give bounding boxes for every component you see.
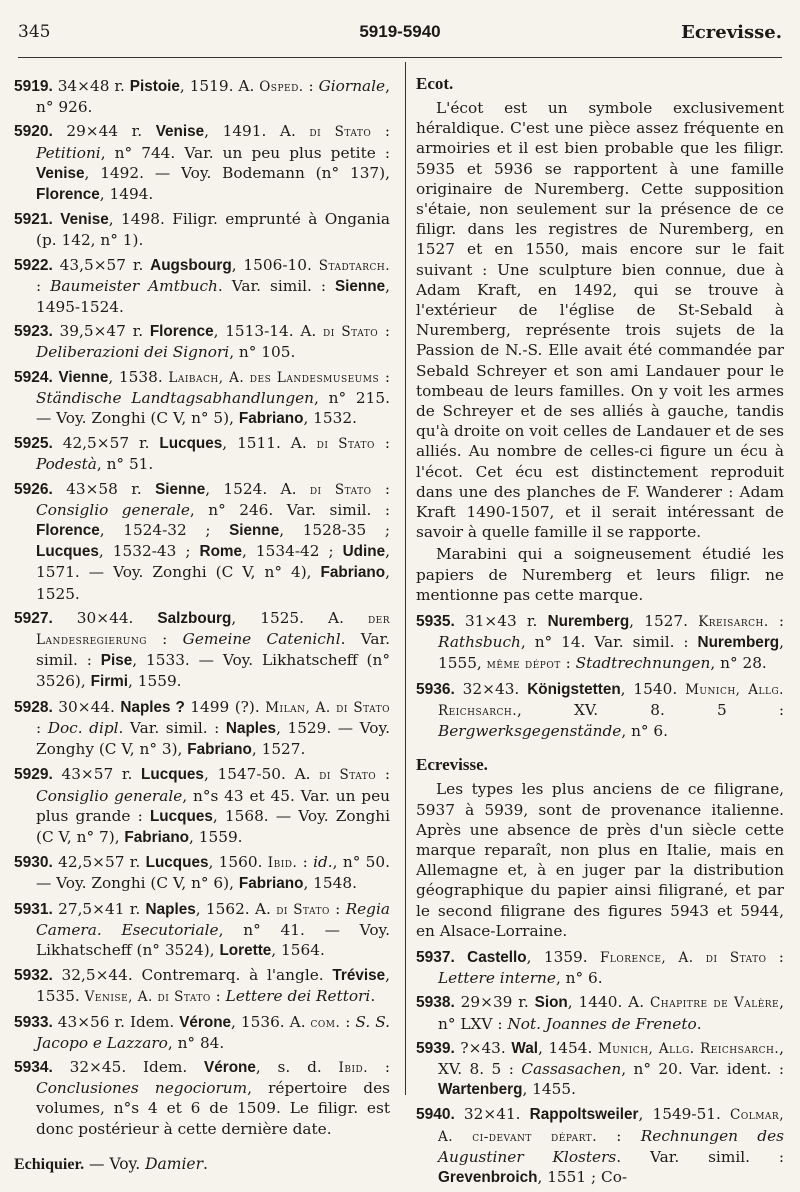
place-name: Grevenbroich [438,1168,538,1186]
entry-text: , 1534-42 ; [242,542,343,561]
entry-number: 5925. [14,435,53,453]
catalog-entry [416,679,784,742]
catalog-entry [14,121,390,205]
archive-name: der Landesregierung [36,610,390,649]
entry-text: , 1525. A. [231,608,368,627]
entry-text: , 1549-51. [638,1105,731,1124]
entry-number: 5928. [14,698,53,716]
entry-number: 5924. [14,368,53,386]
entry-text: , 1559. [189,827,243,846]
place-name: Lucques [149,807,213,825]
archive-name: com. [310,1014,341,1031]
entry-text: , 1492. — Voy. Bodemann (n° 137), [84,163,390,182]
ecot-entry-list [416,611,784,741]
entry-number: 5934. [14,1058,53,1076]
entry-text: : [596,1126,641,1145]
entry-text: : [371,479,390,498]
entry-text: , 1524-32 ; [99,521,230,540]
entry-text: , 1455. [522,1080,576,1099]
place-name: Augsbourg [150,256,232,274]
place-name: Vienne [58,368,109,386]
archive-name: même dépot [486,656,561,673]
place-name: Sienne [229,522,280,540]
place-name: Trévise [332,967,386,985]
entry-number: 5937. [416,948,455,966]
source-title: Consiglio generale [36,500,190,519]
catalog-entry [14,367,390,430]
echiquier-end: . [203,1154,208,1173]
entry-number: 5920. [14,123,53,141]
entry-text: , n° 6. [621,722,669,741]
page-header [18,22,782,52]
entry-text: : [303,77,319,95]
ecot-paragraph: L'écot est un symbole exclusivement héraldique. C'est une pièce assez fréquente en armoiries et il est bien probable que les filigr. 5935 et 5936 se rapportent à une famille originaire de Nuremberg. Cette supposition s'étaie, non seulement sur la présence de ce filigr. dans les registres de Nuremberg, en 1527 et en 1550, mais encore sur le fait suivant : Une sculpture bien connue, due à Adam Kraft, en 1492, qui se trouve à l'extérieur de l'église de St-Sebald à Nuremberg, représente trois sujets de la Passion de N.-S. Elle avait été commandée par Sebald Schreyer et son ami Landauer pour le tombeau de leurs familles. On y voit les armes de Schreyer et de ses alliés à gauche, tandis qu'à droite on voit celles de Landauer et de ses alliés. Au nombre de celles-ci figure un écu à l'écot. Cet écu est distinctement reproduit dans une des planches de F. Wanderer : Adam Kraft 1490-1507, et il serait intéressant de savoir à quelle famille il se rapporte. [416,99,784,542]
entry-text: 30×44. [52,697,121,716]
catalog-entry [14,852,390,894]
entry-text: 29×44 r. [52,122,156,141]
entry-text: , 1547-50. A. [203,765,320,784]
entry-text: : [36,718,48,737]
catalog-entry [14,697,390,761]
entry-text: , 1511. A. [222,434,317,453]
source-title: Cassasachen [521,1059,622,1078]
archive-name: Chapitre de Valère [649,995,780,1012]
entry-text: 1499 (?). [184,697,266,716]
entry-text: , n° 51. [96,455,154,474]
place-name: Wartenberg [438,1081,523,1099]
archive-name: di Stato [309,481,372,498]
page-number: 345 [18,22,51,42]
entry-range: 5919-5940 [359,22,441,41]
catalog-entry [14,764,390,848]
column-divider [405,62,406,1095]
ecot-text [416,98,784,605]
archive-name: di Stato [309,124,372,141]
place-name: Salzbourg [157,609,232,627]
entry-text: 42,5×57 r. [52,853,146,872]
entry-text: , 1560. [208,853,268,872]
catalog-entry [14,433,390,474]
ecot-title: Ecot. [416,74,454,93]
place-name: Pistoie [129,78,180,95]
entry-text: . Var. simil. : [36,630,390,670]
entry-text: : [376,765,390,784]
entry-text: , n° 28. [710,654,767,673]
entry-number: 5933. [14,1013,53,1031]
entry-text: , 1568. — Voy. Zonghi (C V, n° 7), [36,806,390,846]
entry-text: , 1538. [108,367,169,386]
entry-text: , n° 14. Var. simil. : [520,633,698,652]
place-name: Naples [225,719,277,737]
entry-text: : [210,987,226,1006]
echiquier-ref: Damier [145,1154,204,1173]
source-title: Consiglio generale [36,786,183,805]
entry-text: . Var. simil. : [616,1147,784,1166]
place-name: Naples ? [120,698,185,716]
entry-text: , 1529. — Voy. Zonghy (C V, n° 3), [36,718,390,759]
entry-text: 27,5×41 r. [52,899,146,918]
source-title: Baumeister Amtbuch [50,276,218,295]
entry-number: 5929. [14,766,53,784]
entry-text: , 1562. A. [195,899,277,918]
entry-text: , n° 50. — Voy. Zonghi (C V, n° 6), [36,853,390,893]
archive-name: di Stato [276,901,330,918]
entry-text: , 1513-14. A. [213,322,323,341]
entry-text: , 1524. A. [205,479,310,498]
entry-text: , 1532-43 ; [98,542,200,561]
entry-text: : [766,947,784,966]
catalog-entry [416,992,784,1033]
ecrevisse-entry-list [416,947,784,1188]
source-title: Doc. dipl. [47,718,124,737]
entry-text: 32×43. [454,679,528,698]
entry-number: 5931. [14,900,53,918]
entry-text: , 1495-1524. [36,276,390,317]
archive-name: Munich, Allg. Reichsarch. [597,1040,780,1057]
entry-text: , 1519. A. [179,77,260,95]
source-title: Regia Camera. Esecutoriale [36,899,390,939]
source-title: Lettere dei Rettori [225,987,371,1006]
archive-name: di Stato [319,767,377,784]
catalog-entry [416,611,784,675]
place-name: Fabriano [187,741,252,759]
place-name: Nuremberg [697,634,780,652]
entry-text: , n° 926. [36,77,390,117]
archive-name: Kreisarch. [698,614,769,631]
place-name: Rappoltsweiler [529,1106,639,1124]
entry-text: ?×43. [454,1038,512,1057]
entry-text: , 1440. A. [567,993,650,1012]
entry-text: , 1525. [36,563,390,603]
entry-text: , 1548. [303,874,357,893]
place-name: Sienne [334,277,386,295]
entry-text: , répertoire des volumes, n°s 4 et 6 de 1509. Le filigr. est donc postérieur à cette dernière date. [36,1079,391,1138]
left-entry-list [14,76,390,1139]
entry-text [455,948,467,966]
place-name: Florence [149,323,214,341]
echiquier-title: Echiquier. [14,1155,85,1173]
entry-text: : [297,853,314,872]
entry-text: , 1527. [251,740,306,759]
entry-text: , 1555, [438,633,784,673]
place-name: Fabriano [238,410,304,428]
archive-name: Laibach, A. des Landesmuseums [168,369,380,386]
entry-text: , 1540. [620,679,686,698]
entry-text: , n° 84. [167,1033,225,1052]
entry-text: 43×56 r. Idem. [52,1012,180,1031]
catalog-entry [14,209,390,250]
ecrevisse-title: Ecrevisse. [416,755,488,775]
entry-text: , n° 6. [555,969,603,988]
entry-text: 42,5×57 r. [52,434,160,453]
catalog-entry [14,608,390,693]
entry-number: 5926. [14,480,53,498]
entry-text: , n° 20. Var. ident. : [621,1059,784,1078]
place-name: Lucques [141,766,204,784]
entry-text: : [379,367,390,386]
source-title: Deliberazioni dei Signori [36,343,230,362]
entry-text: 32×41. [454,1105,530,1124]
place-name: Castello [467,948,527,966]
source-title: Podestà [36,455,97,474]
entry-text: 43×57 r. [52,765,142,784]
entry-text: 30×44. [52,608,158,627]
entry-text: 29×39 r. [454,993,535,1012]
entry-text: , 1532. [303,409,357,428]
entry-number: 5938. [416,994,455,1012]
entry-text: , 1494. [99,185,154,204]
place-name: Rome [199,543,243,561]
entry-text: , 1551 ; Co- [537,1167,628,1186]
source-title: Gemeine Catenichl [182,630,341,649]
entry-text: . Var. simil. : [217,276,335,295]
entry-text: : [374,434,390,453]
entry-text: , 1571. — Voy. Zonghi (C V, n° 4), [36,542,390,582]
entry-text: Var. simil. : [123,718,226,737]
entry-number: 5919. [14,78,53,95]
entry-text: , 1535. [36,966,390,1006]
source-title: Conclusiones negociorum [36,1079,248,1098]
place-name: Florence [36,186,100,204]
place-name: Fabriano [320,564,386,582]
entry-text: : [36,276,51,295]
entry-number: 5921. [14,211,53,229]
entry-text: , 1498. Filigr. emprunté à Ongania (p. 142, n° 1). [36,210,390,250]
entry-text: , n°s 43 et 45. Var. un peu plus grande : [36,786,390,825]
place-name: Lorette [219,941,272,959]
entry-text: : [340,1012,356,1031]
entry-text: , 1533. — Voy. Likhatscheff (n° 3526), [36,651,390,691]
entry-text: : [378,322,390,341]
archive-name: Venise, A. di Stato [84,989,211,1006]
place-name: Venise [155,123,205,141]
entry-text: , 1559. [128,672,182,691]
archive-name: Stadtarch. [318,257,390,274]
entry-text: 34×48 r. [52,77,130,95]
catalog-entry [14,899,390,962]
catalog-entry [14,479,390,604]
place-name: Sienne [155,480,206,498]
place-name: Florence [36,522,100,540]
entry-text: : [560,654,576,673]
place-name: Venise [36,164,85,182]
catalog-entry [14,255,390,318]
source-title: Rechnungen des Augustiner Klosters [438,1126,784,1166]
catalog-entry [14,1012,390,1053]
place-name: Vérone [179,1013,232,1031]
entry-text: : [146,630,183,649]
entry-text: , XV. 8. 5 : [517,700,784,719]
archive-name: Munich, Allg. Reichsarch. [438,681,784,719]
entry-text: 31×43 r. [454,612,548,631]
ecot-paragraph: Marabini qui a soigneusement étudié les papiers de Nuremberg et leurs filigr. ne mentionne pas cette marque. [416,545,784,604]
archive-name: Florence, A. di Stato [600,949,767,966]
place-name: Lucques [145,854,209,872]
entry-text: , 1359. [526,947,600,966]
archive-name: di Stato [316,436,375,453]
source-title: Stadtrechnungen [575,654,711,673]
catalog-entry [14,965,390,1007]
entry-text: , n° 105. [229,343,296,362]
place-name: Naples [145,900,196,918]
place-name: Firmi [90,673,129,691]
entry-number: 5930. [14,854,53,872]
entry-text: . [370,987,376,1006]
entry-text: , 1454. [538,1038,598,1057]
source-title: S. S. Jacopo e Lazzaro [36,1012,390,1052]
place-name: Vérone [204,1058,256,1076]
echiquier-text: — Voy. [84,1154,146,1173]
entry-text: : [768,612,784,631]
place-name: Königstetten [527,680,621,698]
entry-text: 43×58 r. [52,479,156,498]
left-column [14,76,390,1174]
entry-number: 5932. [14,967,53,985]
place-name: Lucques [159,435,223,453]
catalog-entry [14,321,390,362]
echiquier-section [14,1155,390,1174]
place-name: Sion [534,994,568,1012]
entry-number: 5923. [14,323,53,341]
archive-name: di Stato [323,324,379,341]
entry-text: 32×45. Idem. [52,1057,205,1076]
entry-text: . [696,1014,702,1033]
catalog-entry [14,76,390,117]
ecrevisse-paragraph: Les types les plus anciens de ce filigrane, 5937 à 5939, sont de provenance italienne. Après une absence de près d'un siècle cette marque reparaît, non plus en Italie, mais en Allemagne et, à en juger par la distribution géographique du papier ainsi filigrané, et par le second filigrane des figures 5943 et 5944, en Alsace-Lorraine. [416,780,784,940]
place-name: Wal [511,1039,539,1057]
place-name: Pise [100,652,133,670]
source-title: Giornale [318,77,386,95]
archive-name: Ibid. [338,1059,369,1076]
entry-number: 5940. [416,1106,455,1124]
entry-text: 32,5×44. Contremarq. à l'angle. [52,966,333,985]
entry-text: : [368,1057,390,1076]
header-rule [18,57,782,58]
running-head: Ecrevisse. [681,22,782,43]
archive-name: Osped. [259,79,304,95]
source-title: Not. Joannes de Freneto [507,1014,697,1033]
source-title: Ständische Landtagsabhandlungen [36,388,315,407]
entry-text: , n° LXV : [438,993,784,1033]
entry-text: , 1536. A. [231,1012,311,1031]
entry-number: 5922. [14,256,53,274]
place-name: Udine [342,543,386,561]
catalog-entry [416,1038,784,1101]
entry-text: , n° 246. Var. simil. : [189,500,390,519]
entry-number: 5936. [416,680,455,698]
entry-text: , n° 744. Var. un peu plus petite : [100,143,390,162]
entry-text: : [329,899,346,918]
source-title: Rathsbuch [438,633,521,652]
entry-text: , 1506-10. [231,255,319,274]
catalog-entry [416,947,784,988]
entry-text: , XV. 8. 5 : [438,1038,784,1078]
source-title: id. [313,853,333,872]
entry-text: 39,5×47 r. [52,322,150,341]
archive-name: Milan, A. di Stato [265,699,390,716]
entry-number: 5935. [416,613,455,631]
source-title: Lettere interne [438,969,556,988]
place-name: Fabriano [124,828,190,846]
entry-text: , 1564. [271,940,325,959]
entry-text: , 1491. A. [204,122,310,141]
archive-name: Colmar, A. ci-devant départ. [438,1107,784,1145]
place-name: Nuremberg [547,613,630,631]
archive-name: Ibid. [267,855,298,872]
entry-number: 5927. [14,609,53,627]
entry-text: , n° 215. — Voy. Zonghi (C V, n° 5), [36,388,390,428]
entry-text: , s. d. [255,1057,339,1076]
source-title: Petitioni [36,143,101,162]
place-name: Venise [60,211,109,229]
right-column [416,76,784,1192]
entry-text: : [371,122,390,141]
source-title: Bergwerksgegenstände [438,722,622,741]
entry-text: , 1528-35 ; [279,521,390,540]
entry-number: 5939. [416,1039,455,1057]
place-name: Lucques [36,543,99,561]
entry-text: 43,5×57 r. [52,255,151,274]
entry-text: , 1527. [629,612,699,631]
entry-text: , n° 41. — Voy. Likhatscheff (n° 3524), [36,920,391,959]
catalog-entry [14,1057,390,1139]
place-name: Fabriano [238,875,304,893]
